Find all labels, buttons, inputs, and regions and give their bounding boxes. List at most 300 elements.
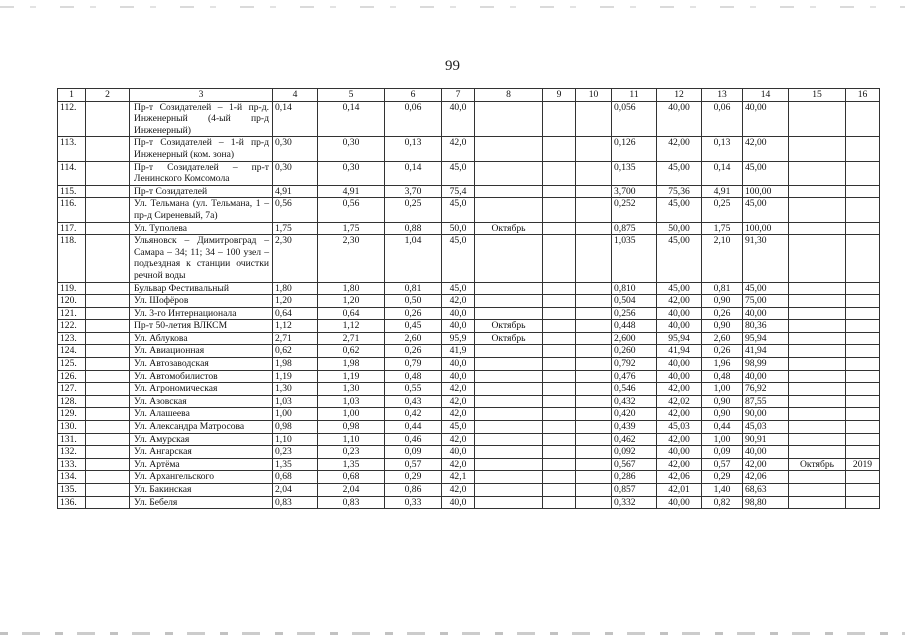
col-10-cell (576, 496, 612, 509)
col-13-cell: 2,60 (702, 332, 743, 345)
col-16-cell (846, 307, 880, 320)
col-12-cell: 42,00 (657, 383, 702, 396)
table-row (58, 332, 880, 345)
col-14-cell: 75,00 (743, 295, 789, 308)
col-14-cell: 42,06 (743, 471, 789, 484)
col-name-cell: Ул. Автозаводская (130, 358, 273, 371)
col-9-cell (543, 446, 576, 459)
col-13-cell: 1,00 (702, 433, 743, 446)
col-14-cell: 98,99 (743, 358, 789, 371)
col-4-cell: 0,30 (273, 137, 318, 161)
col-12-cell: 95,94 (657, 332, 702, 345)
col-15-cell (789, 446, 846, 459)
col-4-cell: 1,20 (273, 295, 318, 308)
col-16-cell (846, 421, 880, 434)
col-6-cell: 0,45 (385, 320, 442, 333)
col-2-cell (86, 395, 130, 408)
table-row (58, 370, 880, 383)
col-6-cell: 0,13 (385, 137, 442, 161)
col-number-cell: 126. (58, 370, 86, 383)
col-14-cell: 42,00 (743, 458, 789, 471)
col-6-cell: 3,70 (385, 185, 442, 198)
col-14-cell: 95,94 (743, 332, 789, 345)
col-9-cell (543, 282, 576, 295)
col-6-cell: 0,26 (385, 307, 442, 320)
col-12-cell: 45,00 (657, 198, 702, 222)
col-12-cell: 45,03 (657, 421, 702, 434)
header-cell: 8 (475, 89, 543, 102)
col-9-cell (543, 421, 576, 434)
col-16-cell (846, 408, 880, 421)
col-14-cell: 100,00 (743, 222, 789, 235)
col-4-cell: 1,10 (273, 433, 318, 446)
col-6-cell: 2,60 (385, 332, 442, 345)
col-15-cell (789, 484, 846, 497)
col-5-cell: 1,00 (318, 408, 385, 421)
table-row (58, 345, 880, 358)
col-14-cell: 45,00 (743, 161, 789, 185)
col-4-cell: 1,75 (273, 222, 318, 235)
col-14-cell: 40,00 (743, 370, 789, 383)
col-14-cell: 45,03 (743, 421, 789, 434)
col-12-cell: 45,00 (657, 161, 702, 185)
col-2-cell (86, 320, 130, 333)
col-16-cell (846, 345, 880, 358)
col-4-cell: 4,91 (273, 185, 318, 198)
col-7-cell: 40,0 (442, 307, 475, 320)
col-name-cell: Ул. Аблукова (130, 332, 273, 345)
col-9-cell (543, 408, 576, 421)
col-name-cell: Пр-т Созидателей – пр-т Ленинского Комсомола (130, 161, 273, 185)
col-4-cell: 0,64 (273, 307, 318, 320)
col-7-cell: 40,0 (442, 320, 475, 333)
col-2-cell (86, 358, 130, 371)
col-12-cell: 40,00 (657, 370, 702, 383)
col-7-cell: 45,0 (442, 161, 475, 185)
col-11-cell: 0,260 (612, 345, 657, 358)
col-name-cell: Ул. Архангельского (130, 471, 273, 484)
col-11-cell: 0,256 (612, 307, 657, 320)
col-11-cell: 0,432 (612, 395, 657, 408)
col-5-cell: 1,19 (318, 370, 385, 383)
col-2-cell (86, 345, 130, 358)
col-12-cell: 40,00 (657, 358, 702, 371)
col-month-cell (475, 458, 543, 471)
col-10-cell (576, 332, 612, 345)
col-number-cell: 127. (58, 383, 86, 396)
col-12-cell: 40,00 (657, 307, 702, 320)
col-13-cell: 0,90 (702, 320, 743, 333)
col-11-cell: 0,810 (612, 282, 657, 295)
col-11-cell: 0,462 (612, 433, 657, 446)
col-16-cell (846, 484, 880, 497)
col-2-cell (86, 235, 130, 282)
col-name-cell: Пр-т Созидателей – 1-й пр-д. Инженерный (4-ый пр-д Инженерный) (130, 101, 273, 137)
col-11-cell: 0,252 (612, 198, 657, 222)
col-5-cell: 1,10 (318, 433, 385, 446)
col-11-cell: 0,332 (612, 496, 657, 509)
table-row (58, 496, 880, 509)
col-number-cell: 114. (58, 161, 86, 185)
col-month-cell (475, 282, 543, 295)
col-7-cell: 42,0 (442, 383, 475, 396)
col-16-cell (846, 320, 880, 333)
col-15-cell (789, 370, 846, 383)
col-6-cell: 0,79 (385, 358, 442, 371)
col-number-cell: 130. (58, 421, 86, 434)
col-16-cell (846, 198, 880, 222)
table-row (58, 484, 880, 497)
table-row (58, 320, 880, 333)
col-16-cell (846, 235, 880, 282)
col-month-cell: Октябрь (475, 320, 543, 333)
col-9-cell (543, 332, 576, 345)
col-5-cell: 0,83 (318, 496, 385, 509)
col-12-cell: 42,00 (657, 458, 702, 471)
col-13-cell: 1,75 (702, 222, 743, 235)
col-10-cell (576, 161, 612, 185)
col-2-cell (86, 222, 130, 235)
col-6-cell: 0,86 (385, 484, 442, 497)
col-number-cell: 129. (58, 408, 86, 421)
col-6-cell: 0,43 (385, 395, 442, 408)
col-12-cell: 40,00 (657, 320, 702, 333)
col-14-cell: 90,00 (743, 408, 789, 421)
col-6-cell: 0,06 (385, 101, 442, 137)
col-name-cell: Ул. Автомобилистов (130, 370, 273, 383)
header-cell: 6 (385, 89, 442, 102)
col-11-cell: 0,875 (612, 222, 657, 235)
col-11-cell: 3,700 (612, 185, 657, 198)
col-15-cell (789, 282, 846, 295)
col-9-cell (543, 471, 576, 484)
col-10-cell (576, 358, 612, 371)
col-number-cell: 119. (58, 282, 86, 295)
col-12-cell: 42,00 (657, 433, 702, 446)
col-6-cell: 0,48 (385, 370, 442, 383)
col-5-cell: 1,35 (318, 458, 385, 471)
col-month-cell: Октябрь (475, 222, 543, 235)
col-number-cell: 122. (58, 320, 86, 333)
col-5-cell: 1,20 (318, 295, 385, 308)
col-2-cell (86, 408, 130, 421)
col-14-cell: 68,63 (743, 484, 789, 497)
col-10-cell (576, 471, 612, 484)
col-16-cell (846, 433, 880, 446)
col-5-cell: 4,91 (318, 185, 385, 198)
col-4-cell: 1,19 (273, 370, 318, 383)
col-month-cell (475, 433, 543, 446)
col-16-cell (846, 185, 880, 198)
table-header-row (58, 89, 880, 102)
col-10-cell (576, 433, 612, 446)
col-7-cell: 42,0 (442, 408, 475, 421)
col-name-cell: Ул. Азовская (130, 395, 273, 408)
col-16-cell (846, 222, 880, 235)
col-number-cell: 132. (58, 446, 86, 459)
col-name-cell: Ул. Туполева (130, 222, 273, 235)
col-7-cell: 45,0 (442, 282, 475, 295)
col-month-cell (475, 496, 543, 509)
col-9-cell (543, 484, 576, 497)
col-12-cell: 45,00 (657, 235, 702, 282)
col-6-cell: 0,29 (385, 471, 442, 484)
table-row (58, 295, 880, 308)
col-7-cell: 42,0 (442, 433, 475, 446)
col-13-cell: 4,91 (702, 185, 743, 198)
col-11-cell: 0,546 (612, 383, 657, 396)
col-15-cell (789, 345, 846, 358)
col-4-cell: 1,98 (273, 358, 318, 371)
col-5-cell: 0,23 (318, 446, 385, 459)
col-2-cell (86, 101, 130, 137)
col-14-cell: 98,80 (743, 496, 789, 509)
col-15-cell (789, 433, 846, 446)
col-16-cell: 2019 (846, 458, 880, 471)
col-month-cell (475, 345, 543, 358)
col-2-cell (86, 332, 130, 345)
col-16-cell (846, 161, 880, 185)
col-6-cell: 0,57 (385, 458, 442, 471)
col-9-cell (543, 433, 576, 446)
col-16-cell (846, 370, 880, 383)
col-7-cell: 40,0 (442, 101, 475, 137)
col-13-cell: 0,44 (702, 421, 743, 434)
col-14-cell: 76,92 (743, 383, 789, 396)
col-2-cell (86, 458, 130, 471)
col-4-cell: 2,71 (273, 332, 318, 345)
col-9-cell (543, 295, 576, 308)
col-10-cell (576, 307, 612, 320)
col-4-cell: 2,30 (273, 235, 318, 282)
header-cell: 11 (612, 89, 657, 102)
col-6-cell: 0,26 (385, 345, 442, 358)
col-5-cell: 1,75 (318, 222, 385, 235)
col-13-cell: 1,00 (702, 383, 743, 396)
col-month-cell (475, 137, 543, 161)
col-10-cell (576, 395, 612, 408)
col-7-cell: 40,0 (442, 370, 475, 383)
col-5-cell: 0,30 (318, 161, 385, 185)
table-body (58, 89, 880, 509)
col-number-cell: 118. (58, 235, 86, 282)
col-11-cell: 0,857 (612, 484, 657, 497)
col-10-cell (576, 458, 612, 471)
col-number-cell: 121. (58, 307, 86, 320)
col-5-cell: 0,98 (318, 421, 385, 434)
table-row (58, 198, 880, 222)
col-9-cell (543, 198, 576, 222)
col-name-cell: Ул. Ангарская (130, 446, 273, 459)
col-9-cell (543, 161, 576, 185)
col-month-cell (475, 484, 543, 497)
col-11-cell: 0,286 (612, 471, 657, 484)
col-13-cell: 0,90 (702, 395, 743, 408)
header-cell: 15 (789, 89, 846, 102)
col-14-cell: 87,55 (743, 395, 789, 408)
col-month-cell (475, 408, 543, 421)
col-7-cell: 40,0 (442, 446, 475, 459)
col-4-cell: 0,30 (273, 161, 318, 185)
col-name-cell: Бульвар Фестивальный (130, 282, 273, 295)
table-row (58, 446, 880, 459)
col-number-cell: 136. (58, 496, 86, 509)
col-13-cell: 1,40 (702, 484, 743, 497)
col-7-cell: 42,0 (442, 137, 475, 161)
col-number-cell: 113. (58, 137, 86, 161)
col-4-cell: 0,98 (273, 421, 318, 434)
header-cell: 3 (130, 89, 273, 102)
col-9-cell (543, 101, 576, 137)
col-number-cell: 112. (58, 101, 86, 137)
col-13-cell: 0,06 (702, 101, 743, 137)
col-14-cell: 42,00 (743, 137, 789, 161)
col-13-cell: 0,90 (702, 408, 743, 421)
col-2-cell (86, 198, 130, 222)
col-11-cell: 1,035 (612, 235, 657, 282)
col-2-cell (86, 421, 130, 434)
col-6-cell: 0,14 (385, 161, 442, 185)
col-16-cell (846, 101, 880, 137)
col-2-cell (86, 484, 130, 497)
col-15-cell (789, 383, 846, 396)
col-name-cell: Ул. Бакинская (130, 484, 273, 497)
col-5-cell: 1,80 (318, 282, 385, 295)
col-10-cell (576, 185, 612, 198)
col-7-cell: 45,0 (442, 421, 475, 434)
table-row (58, 408, 880, 421)
col-month-cell (475, 198, 543, 222)
col-2-cell (86, 161, 130, 185)
col-5-cell: 2,71 (318, 332, 385, 345)
col-10-cell (576, 282, 612, 295)
col-month-cell (475, 421, 543, 434)
col-number-cell: 135. (58, 484, 86, 497)
col-12-cell: 42,06 (657, 471, 702, 484)
col-10-cell (576, 446, 612, 459)
col-16-cell (846, 295, 880, 308)
col-15-cell (789, 222, 846, 235)
col-13-cell: 0,81 (702, 282, 743, 295)
col-name-cell: Ульяновск – Димитровград – Самара – 34; 11; 34 – 100 узел – подъездная к станции очистки речной воды (130, 235, 273, 282)
col-11-cell: 0,092 (612, 446, 657, 459)
col-4-cell: 0,56 (273, 198, 318, 222)
col-month-cell (475, 395, 543, 408)
col-10-cell (576, 484, 612, 497)
table-row (58, 282, 880, 295)
col-15-cell (789, 395, 846, 408)
table-row (58, 222, 880, 235)
col-13-cell: 0,26 (702, 307, 743, 320)
col-14-cell: 40,00 (743, 101, 789, 137)
col-13-cell: 0,09 (702, 446, 743, 459)
table-row (58, 471, 880, 484)
page-number: 99 (445, 58, 460, 74)
col-12-cell: 40,00 (657, 496, 702, 509)
col-number-cell: 120. (58, 295, 86, 308)
col-number-cell: 125. (58, 358, 86, 371)
header-cell: 7 (442, 89, 475, 102)
col-13-cell: 0,25 (702, 198, 743, 222)
table-row (58, 185, 880, 198)
col-5-cell: 0,14 (318, 101, 385, 137)
table-row (58, 101, 880, 137)
col-15-cell (789, 408, 846, 421)
header-cell: 4 (273, 89, 318, 102)
col-11-cell: 0,126 (612, 137, 657, 161)
table-row (58, 395, 880, 408)
col-name-cell: Пр-т Созидателей (130, 185, 273, 198)
col-14-cell: 91,30 (743, 235, 789, 282)
col-2-cell (86, 137, 130, 161)
col-5-cell: 1,30 (318, 383, 385, 396)
col-15-cell (789, 161, 846, 185)
col-9-cell (543, 222, 576, 235)
col-7-cell: 50,0 (442, 222, 475, 235)
col-15-cell (789, 332, 846, 345)
col-4-cell: 1,00 (273, 408, 318, 421)
col-14-cell: 100,00 (743, 185, 789, 198)
col-number-cell: 116. (58, 198, 86, 222)
col-month-cell (475, 370, 543, 383)
col-6-cell: 0,55 (385, 383, 442, 396)
col-11-cell: 0,439 (612, 421, 657, 434)
col-4-cell: 0,68 (273, 471, 318, 484)
col-month-cell (475, 383, 543, 396)
col-12-cell: 42,01 (657, 484, 702, 497)
col-10-cell (576, 345, 612, 358)
col-12-cell: 75,36 (657, 185, 702, 198)
col-number-cell: 131. (58, 433, 86, 446)
col-10-cell (576, 198, 612, 222)
col-12-cell: 45,00 (657, 282, 702, 295)
roads-table (57, 88, 880, 509)
col-13-cell: 0,26 (702, 345, 743, 358)
col-number-cell: 133. (58, 458, 86, 471)
col-13-cell: 0,13 (702, 137, 743, 161)
col-15-cell (789, 307, 846, 320)
col-11-cell: 0,056 (612, 101, 657, 137)
col-14-cell: 45,00 (743, 282, 789, 295)
col-9-cell (543, 358, 576, 371)
col-2-cell (86, 496, 130, 509)
col-5-cell: 1,12 (318, 320, 385, 333)
col-month-cell (475, 446, 543, 459)
col-5-cell: 2,04 (318, 484, 385, 497)
col-5-cell: 0,64 (318, 307, 385, 320)
col-11-cell: 0,567 (612, 458, 657, 471)
col-2-cell (86, 370, 130, 383)
col-11-cell: 2,600 (612, 332, 657, 345)
col-12-cell: 42,00 (657, 137, 702, 161)
col-9-cell (543, 137, 576, 161)
col-9-cell (543, 307, 576, 320)
col-6-cell: 0,46 (385, 433, 442, 446)
col-6-cell: 0,88 (385, 222, 442, 235)
table-row (58, 235, 880, 282)
col-16-cell (846, 383, 880, 396)
col-4-cell: 0,62 (273, 345, 318, 358)
col-5-cell: 0,56 (318, 198, 385, 222)
col-6-cell: 0,33 (385, 496, 442, 509)
col-4-cell: 1,80 (273, 282, 318, 295)
col-7-cell: 41,9 (442, 345, 475, 358)
col-2-cell (86, 446, 130, 459)
table-row (58, 137, 880, 161)
col-month-cell (475, 235, 543, 282)
col-9-cell (543, 345, 576, 358)
col-month-cell (475, 295, 543, 308)
